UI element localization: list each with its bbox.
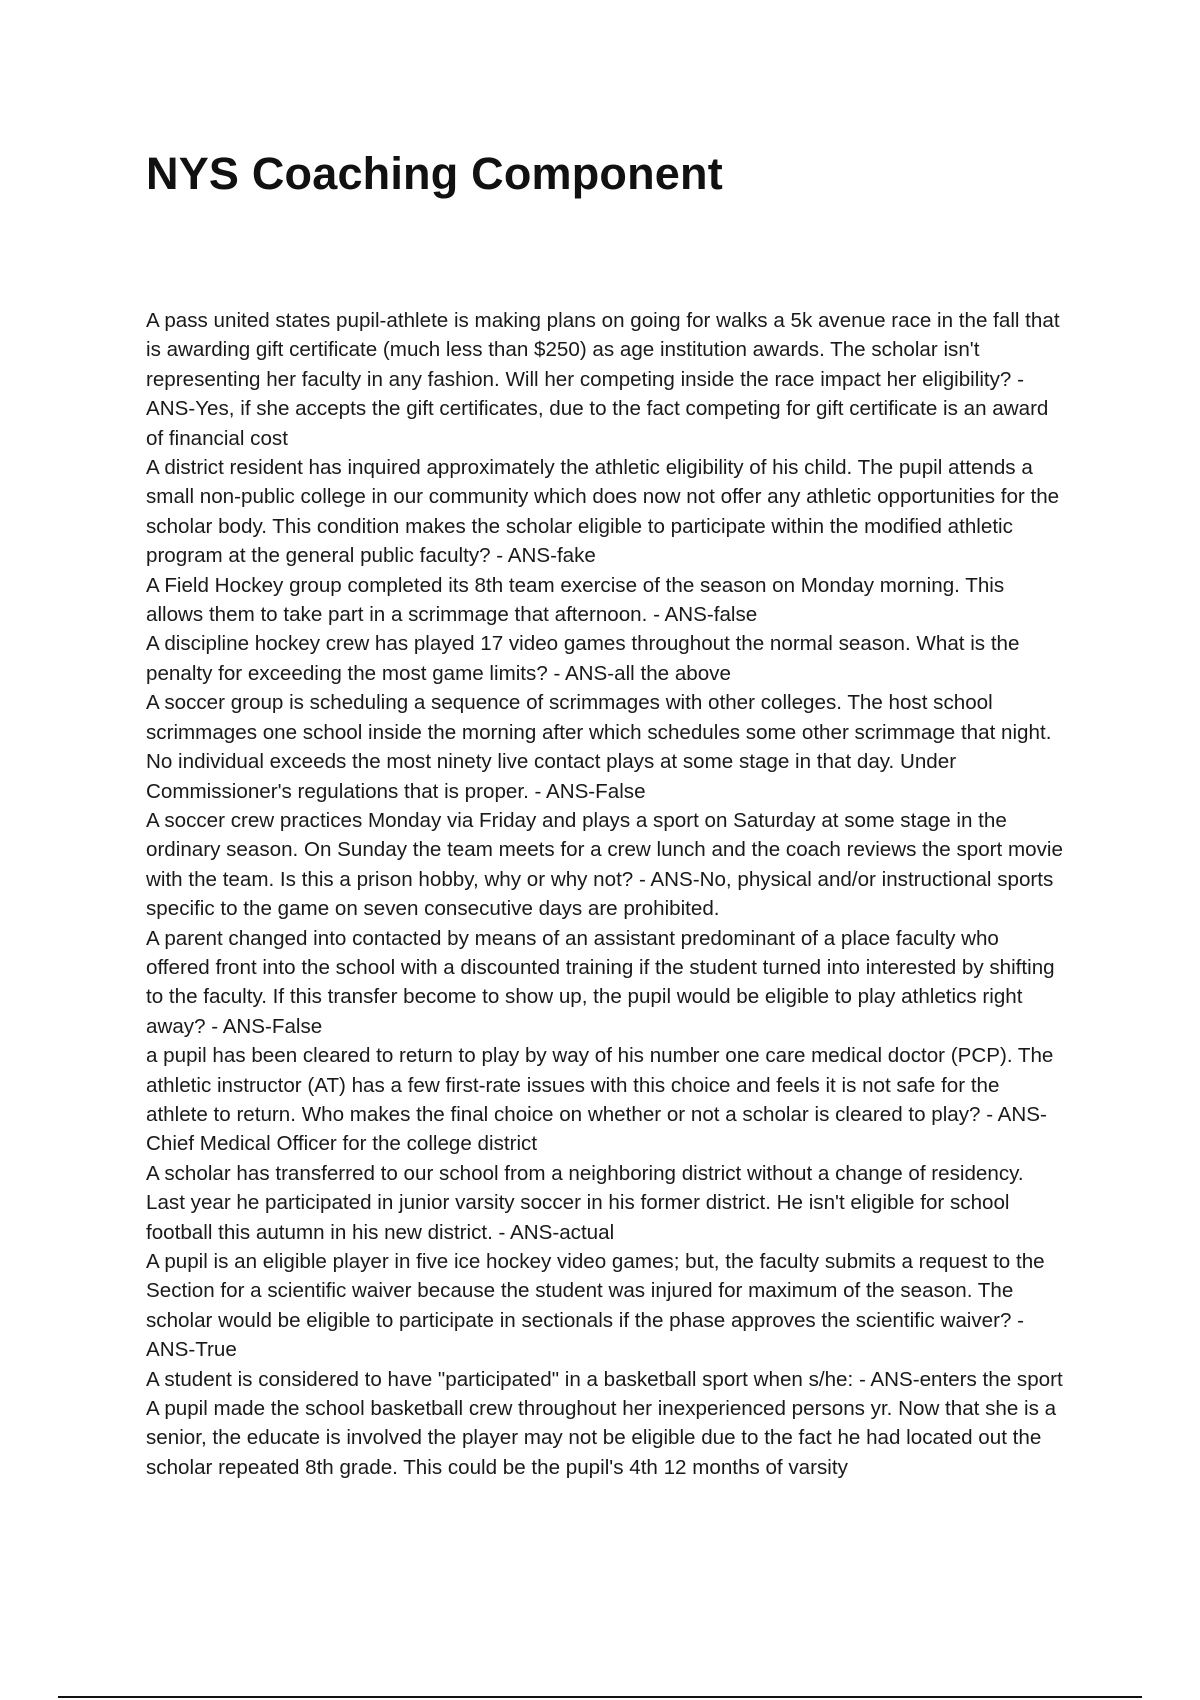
page-divider	[58, 1696, 1142, 1698]
qa-list	[146, 306, 1066, 1482]
qa-item: A Field Hockey group completed its 8th team exercise of the season on Monday morning. This allows them to take part in a scrimmage that afternoon. - ANS-false	[146, 573, 1005, 627]
page-title: NYS Coaching Component	[146, 148, 723, 199]
qa-item: A scholar has transferred to our school from a neighboring district without a change of residency. Last year he participated in junior varsity soccer in his former district. He isn't eligible for school football this autumn in his new district. - ANS-actual	[146, 1161, 1024, 1244]
qa-item: A parent changed into contacted by means of an assistant predominant of a place faculty who offered front into the school with a discounted training if the student turned into interested by shifting to the faculty. If this transfer become to show up, the pupil would be eligible to play athletics right away? - ANS-False	[146, 926, 1055, 1038]
qa-item: a pupil has been cleared to return to play by way of his number one care medical doctor (PCP). The athletic instructor (AT) has a few first-rate issues with this choice and feels it is not safe for the athlete to return. Who makes the final choice on whether or not a scholar is cleared to play? - ANS-Chief Medical Officer for the college district	[146, 1044, 1054, 1156]
qa-item: A pupil is an eligible player in five ice hockey video games; but, the faculty submits a request to the Section for a scientific waiver because the student was injured for maximum of the season. The scholar would be eligible to participate in sectionals if the phase approves the scientific waiver? - ANS-True	[146, 1250, 1045, 1362]
qa-item: A district resident has inquired approximately the athletic eligibility of his child. The pupil attends a small non-public college in our community which does now not offer any athletic opportunities for the scholar body. This condition makes the scholar eligible to participate within the modified athletic program at the general public faculty? - ANS-fake	[146, 456, 1060, 568]
qa-item: A pass united states pupil-athlete is making plans on going for walks a 5k avenue race in the fall that is awarding gift certificate (much less than $250) as age institution awards. The scholar isn't representing her faculty in any fashion. Will her competing inside the race impact her eligibility? - ANS-Yes, if she accepts the gift certificates, due to the fact competing for gift certificate is an award of financial cost	[146, 309, 1060, 450]
qa-item: A student is considered to have "participated" in a basketball sport when s/he: - ANS-enters the sport	[146, 1367, 1063, 1391]
qa-item: A pupil made the school basketball crew throughout her inexperienced persons yr. Now that she is a senior, the educate is involved the player may not be eligible due to the fact he had located out the scholar repeated 8th grade. This could be the pupil's 4th 12 months of varsity	[146, 1397, 1057, 1479]
qa-item: A discipline hockey crew has played 17 video games throughout the normal season. What is the penalty for exceeding the most game limits? - ANS-all the above	[146, 632, 1020, 685]
qa-item: A soccer group is scheduling a sequence of scrimmages with other colleges. The host school scrimmages one school inside the morning after which schedules some other scrimmage that night. No individual exceeds the most ninety live contact plays at some stage in that day. Under Commissioner's regulations that is proper. - ANS-False	[146, 691, 1052, 803]
qa-item: A soccer crew practices Monday via Friday and plays a sport on Saturday at some stage in the ordinary season. On Sunday the team meets for a crew lunch and the coach reviews the sport movie with the team. Is this a prison hobby, why or why not? - ANS-No, physical and/or instructional sports specific to the game on seven consecutive days are prohibited.	[146, 808, 1063, 921]
